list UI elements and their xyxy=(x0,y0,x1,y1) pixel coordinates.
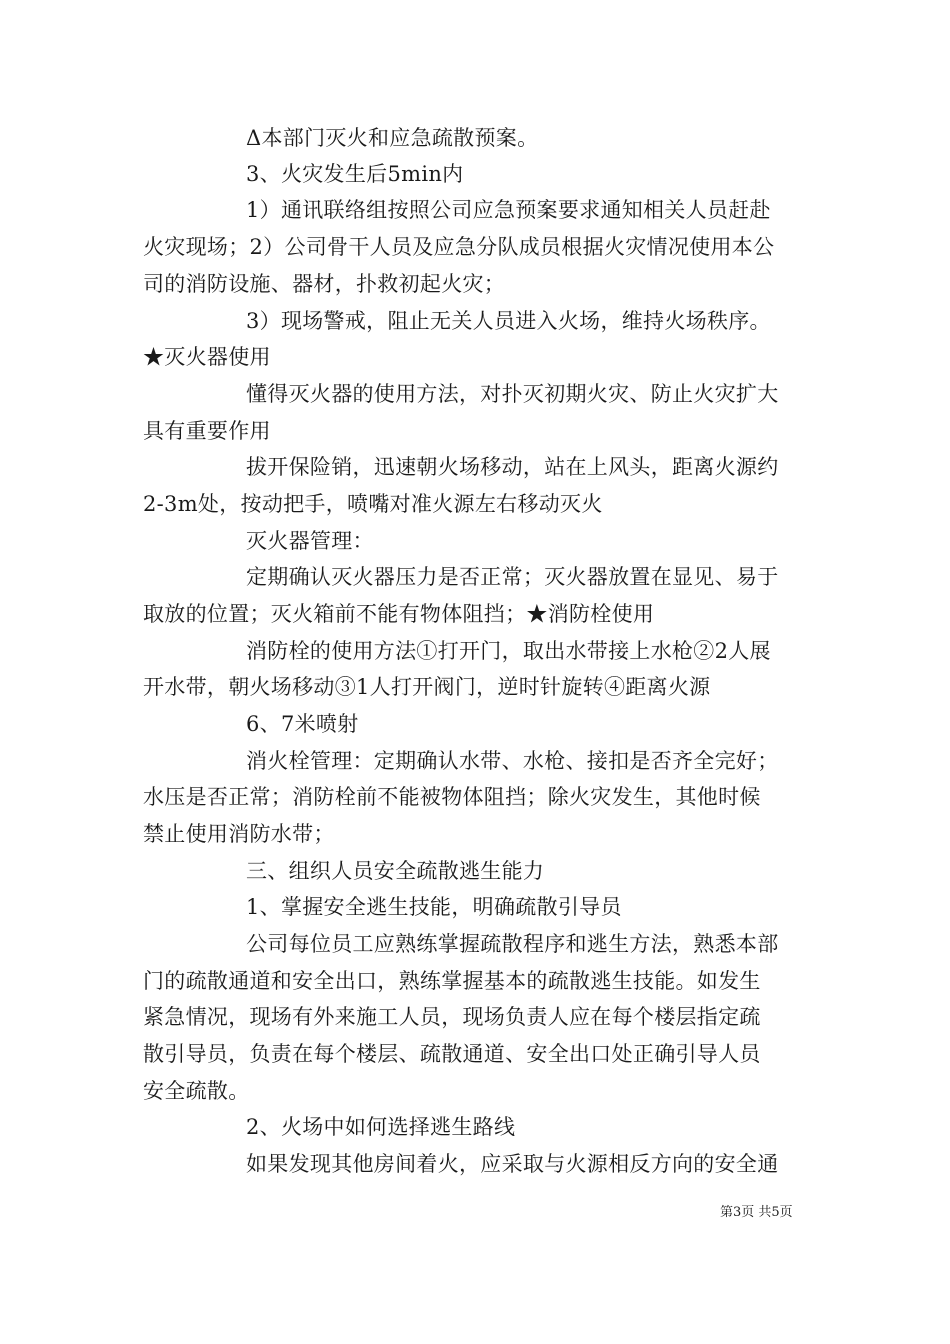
subsection-heading: 2、火场中如何选择逃生路线 xyxy=(246,1115,516,1139)
text-line: Δ本部门灭火和应急疏散预案。 xyxy=(246,126,539,150)
text-line: 散引导员，负责在每个楼层、疏散通道、安全出口处正确引导人员 xyxy=(143,1042,761,1066)
text-line: 2-3m处，按动把手，喷嘴对准火源左右移动灭火 xyxy=(143,492,603,516)
text-line: 3、火灾发生后5min内 xyxy=(246,162,464,186)
text-line: 紧急情况，现场有外来施工人员，现场负责人应在每个楼层指定疏 xyxy=(143,1005,761,1029)
text-line: 禁止使用消防水带； xyxy=(143,822,335,846)
text-line: 开水带，朝火场移动③1人打开阀门，逆时针旋转④距离火源 xyxy=(143,675,711,699)
text-line: 3）现场警戒，阻止无关人员进入火场，维持火场秩序。 xyxy=(246,309,771,333)
text-line: 具有重要作用 xyxy=(143,419,271,443)
text-line: 灭火器管理： xyxy=(246,529,374,553)
text-line: ★灭火器使用 xyxy=(143,345,271,369)
text-line: 火灾现场；2）公司骨干人员及应急分队成员根据火灾情况使用本公 xyxy=(143,235,775,259)
text-line: 消防栓的使用方法①打开门，取出水带接上水枪②2人展 xyxy=(246,639,771,663)
section-heading: 三、组织人员安全疏散逃生能力 xyxy=(246,859,545,883)
text-line: 取放的位置；灭火箱前不能有物体阻挡；★消防栓使用 xyxy=(143,602,655,626)
text-line: 水压是否正常；消防栓前不能被物体阻挡；除火灾发生，其他时候 xyxy=(143,785,761,809)
text-line: 定期确认灭火器压力是否正常；灭火器放置在显见、易于 xyxy=(246,565,779,589)
text-line: 消火栓管理：定期确认水带、水枪、接扣是否齐全完好； xyxy=(246,749,779,773)
text-line: 安全疏散。 xyxy=(143,1079,250,1103)
text-line: 1）通讯联络组按照公司应急预案要求通知相关人员赶赴 xyxy=(246,198,771,222)
text-line: 懂得灭火器的使用方法，对扑灭初期火灾、防止火灾扩大 xyxy=(246,382,779,406)
subsection-heading: 1、掌握安全逃生技能，明确疏散引导员 xyxy=(246,895,622,919)
text-line: 拔开保险销，迅速朝火场移动，站在上风头，距离火源约 xyxy=(246,455,779,479)
text-line: 如果发现其他房间着火，应采取与火源相反方向的安全通 xyxy=(246,1152,779,1176)
text-line: 司的消防设施、器材，扑救初起火灾； xyxy=(143,272,506,296)
page-footer: 第3页 共5页 xyxy=(720,1205,793,1220)
text-line: 门的疏散通道和安全出口，熟练掌握基本的疏散逃生技能。如发生 xyxy=(143,969,761,993)
text-line: 公司每位员工应熟练掌握疏散程序和逃生方法，熟悉本部 xyxy=(246,932,779,956)
text-line: 6、7米喷射 xyxy=(246,712,359,736)
